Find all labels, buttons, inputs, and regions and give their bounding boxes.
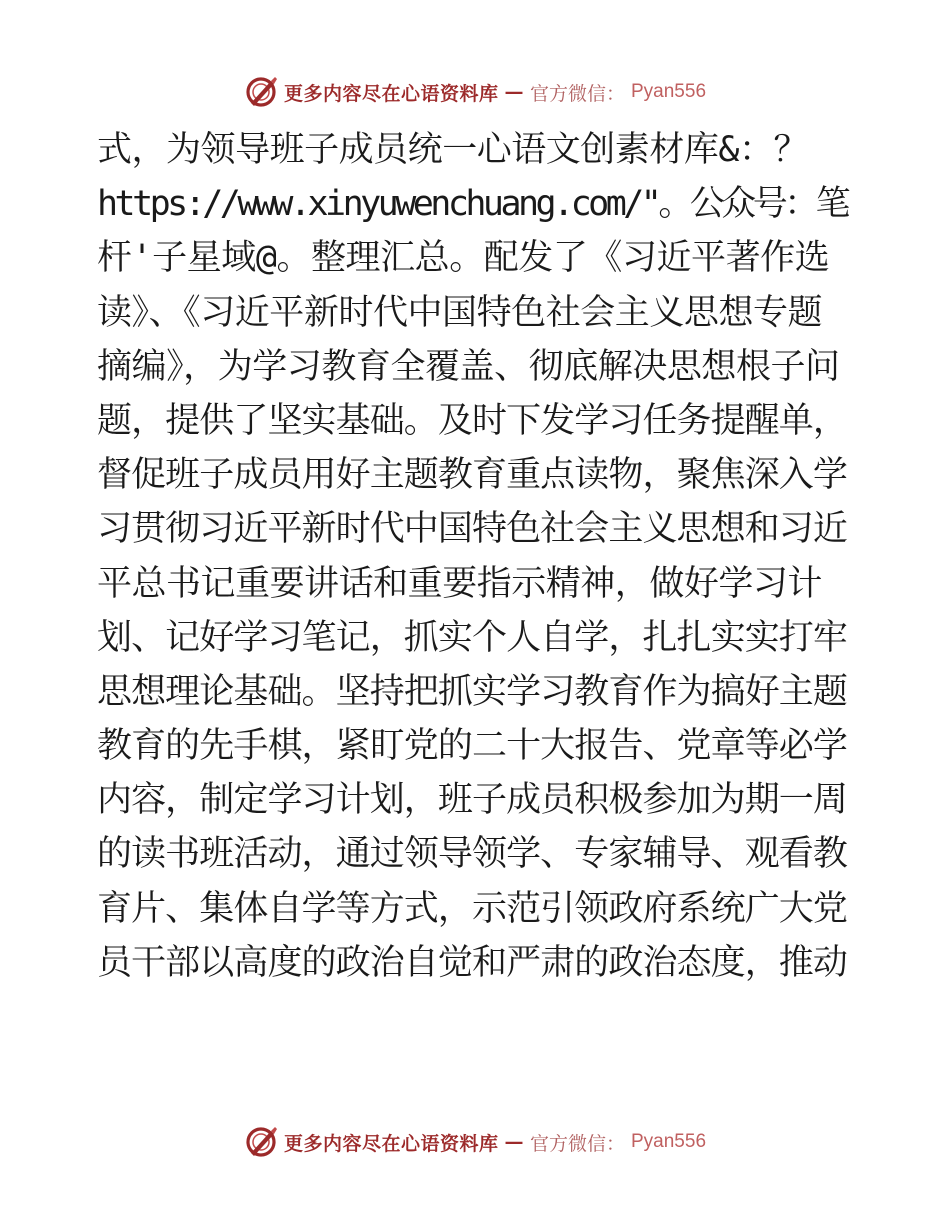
footer-banner <box>0 1122 950 1162</box>
body-line: 内容，制定学习计划，班子成员积极参加为期一周 <box>97 780 847 821</box>
footer-dash: — <box>504 1131 524 1153</box>
footer-wechat-id: Pyan556 <box>631 1131 707 1152</box>
body-line: 督促班子成员用好主题教育重点读物，聚焦深入学 <box>97 455 847 496</box>
body-line: 的读书班活动，通过领导领学、专家辅导、观看教 <box>97 834 847 875</box>
body-line: 式，为领导班子成员统一心语文创素材库&：？ <box>97 130 808 170</box>
header-dash: — <box>504 81 524 103</box>
body-line: 摘编》，为学习教育全覆盖、彻底解决思想根子问 <box>97 346 840 387</box>
body-line: 平总书记重要讲话和重要指示精神，做好学习计 <box>97 563 822 604</box>
body-line: 育片、集体自学等方式，示范引领政府系统广大党 <box>97 888 847 929</box>
body-line: 杆'子星域@。整理汇总。配发了《习近平著作选 <box>97 238 830 279</box>
body-line: 员干部以高度的政治自觉和严肃的政治态度，推动 <box>97 942 847 983</box>
header-brand-text: 更多内容尽在心语资料库 <box>283 82 499 105</box>
body-line: 习贯彻习近平新时代中国特色社会主义思想和习近 <box>97 509 847 550</box>
header-banner <box>0 72 950 112</box>
body-line: 读》、《习近平新时代中国特色社会主义思想专题 <box>97 292 823 333</box>
body-line: 思想理论基础。坚持把抓实学习教育作为搞好主题 <box>97 671 847 712</box>
header-wechat-id: Pyan556 <box>631 81 707 102</box>
pen-logo-icon <box>244 1125 278 1159</box>
header-wechat-label: 官方微信： <box>529 82 625 105</box>
footer-wechat-label: 官方微信： <box>529 1132 625 1155</box>
body-line: 题，提供了坚实基础。及时下发学习任务提醒单， <box>97 400 847 441</box>
body-paragraph <box>97 123 857 990</box>
footer-brand-text: 更多内容尽在心语资料库 <box>283 1132 499 1155</box>
pen-logo-icon <box>244 75 278 109</box>
body-line: 划、记好学习笔记，抓实个人自学，扎扎实实打牢 <box>97 617 847 658</box>
body-line: https://www.xinyuwenchuang.com/"。公众号：笔 <box>97 184 848 225</box>
body-line: 教育的先手棋，紧盯党的二十大报告、党章等必学 <box>97 726 847 767</box>
